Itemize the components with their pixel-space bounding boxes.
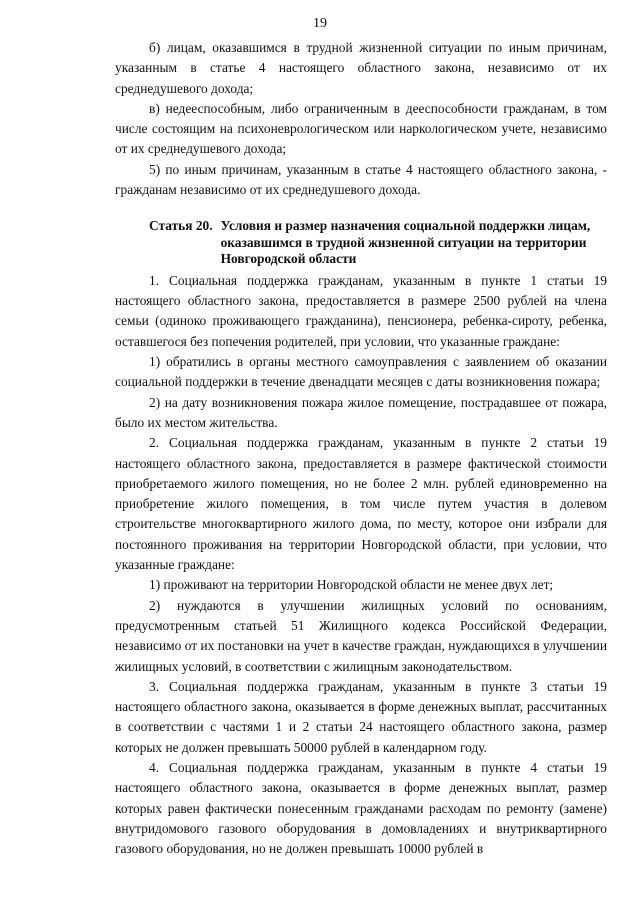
body-paragraph: в) недееспособным, либо ограниченным в дееспособности гражданам, в том числе состоящим на психоневрологическом или наркологическом учете, независимо от их среднедушевого дохода; — [115, 100, 607, 157]
page-number: 19 — [313, 16, 327, 31]
body-paragraph: 1. Социальная поддержка гражданам, указанным в пункте 1 статьи 19 настоящего областного закона, предоставляется в размере 2500 рублей на члена семьи (одиноко проживающего гражданина), пенсионера, ребенка-сироту, ребенка, оставшегося без попечения родителей, при условии, что указанные граждане: — [115, 272, 607, 349]
body-paragraph: 2) на дату возникновения пожара жилое помещение, пострадавшее от пожара, было их местом жительства. — [115, 394, 607, 430]
body-paragraph: 2. Социальная поддержка гражданам, указанным в пункте 2 статьи 19 настоящего областного закона, предоставляется в размере фактической стоимости приобретаемого жилого помещения, но не более 2 млн. рублей единовременно на приобретение жилого помещения, в том числе путем участия в долевом строительстве многоквартирного жилого дома, по месту, которое они избрали для постоянного проживания на территории Новгородской области, при условии, что указанные граждане: — [115, 435, 607, 573]
body-paragraph: 2) нуждаются в улучшении жилищных условий по основаниям, предусмотренным статьей 51 Жилищного кодекса Российской Федерации, независимо от их постановки на учет в качестве граждан, нуждающихся в улучшении жилищных условий, в соответствии с жилищным законодательством. — [115, 597, 607, 674]
article-heading — [115, 218, 607, 268]
article-number: Статья 20. — [149, 218, 213, 234]
body-paragraph: 1) проживают на территории Новгородской области не менее двух лет; — [149, 577, 554, 593]
body-paragraph: 5) по иным причинам, указанным в статье 4 настоящего областного закона, - гражданам независимо от их среднедушевого дохода. — [115, 161, 607, 198]
body-paragraph: 3. Социальная поддержка гражданам, указанным в пункте 3 статьи 19 настоящего областного закона, оказывается в форме денежных выплат, рассчитанных в соответствии с частями 1 и 2 статьи 24 настоящего областного закона, размер которых не должен превышать 50000 рублей в календарном году. — [115, 678, 607, 755]
body-paragraph: б) лицам, оказавшимся в трудной жизненной ситуации по иным причинам, указанным в статье 4 настоящего областного закона, независимо от их среднедушевого дохода; — [115, 40, 607, 96]
article-title: Условия и размер назначения социальной поддержки лицам, оказавшимся в трудной жизненной ситуации на территории Новгородской области — [220, 218, 591, 267]
page-body — [115, 38, 607, 859]
body-paragraph: 4. Социальная поддержка гражданам, указанным в пункте 4 статьи 19 настоящего областного закона, оказывается в форме денежных выплат, размер которых равен фактически понесенным гражданами расходам по ремонту (замене) внутридомового газового оборудования в домовладениях и внутриквартирного газового оборудования, но не должен превышать 10000 рублей в — [115, 760, 607, 857]
body-paragraph: 1) обратились в органы местного самоуправления с заявлением об оказании социальной поддержки в течение двенадцати месяцев с даты возникновения пожара; — [115, 354, 607, 390]
